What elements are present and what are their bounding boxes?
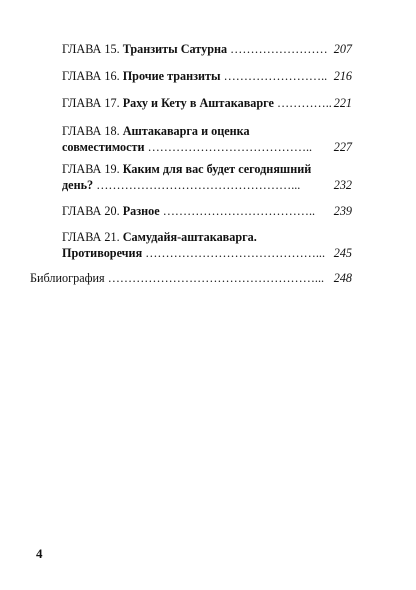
page-ref: 216 [333, 69, 352, 83]
leader-dots: …………………… [227, 42, 328, 56]
toc-entry-chapter-16[interactable] [62, 68, 352, 84]
toc-entry-chapter-15[interactable] [62, 41, 352, 57]
page-ref: 239 [333, 204, 352, 218]
toc-entry-chapter-20[interactable] [62, 203, 352, 219]
page-ref: 232 [333, 178, 352, 192]
toc-entry-chapter-18[interactable] [62, 123, 352, 155]
chapter-prefix: ГЛАВА 20. [62, 204, 120, 218]
chapter-prefix: ГЛАВА 16. [62, 69, 120, 83]
leader-dots: …………………………………………... [93, 178, 301, 192]
leader-dots: ……………………………………………... [104, 271, 325, 285]
bibliography-label: Библиография [30, 271, 105, 285]
chapter-title-continued: совместимости [62, 140, 145, 154]
chapter-title: Прочие транзиты [122, 69, 221, 83]
chapter-prefix: ГЛАВА 19. [62, 162, 120, 176]
chapter-prefix: ГЛАВА 21. [62, 230, 120, 244]
page-ref: 207 [333, 42, 352, 56]
leader-dots: ………………………………….. [144, 140, 313, 154]
toc-entry-bibliography[interactable] [30, 270, 352, 286]
toc-entry-chapter-21[interactable] [62, 229, 352, 261]
chapter-title: Раху и Кету в Аштакаварге [122, 96, 274, 110]
toc-entry-chapter-19[interactable] [62, 161, 352, 193]
chapter-title: Самудайя-аштакаварга. [122, 230, 257, 244]
chapter-title: Разное [122, 204, 160, 218]
chapter-title-continued: день? [62, 178, 94, 192]
chapter-prefix: ГЛАВА 15. [62, 42, 120, 56]
page-number: 4 [36, 546, 43, 561]
chapter-title: Транзиты Сатурна [122, 42, 228, 56]
page-ref: 245 [333, 246, 352, 260]
leader-dots: …………………….. [220, 69, 328, 83]
leader-dots: ……………………………………... [142, 246, 325, 260]
chapter-title: Каким для вас будет сегодняшний [122, 162, 312, 176]
chapter-title: Аштакаварга и оценка [122, 124, 250, 138]
chapter-title-continued: Противоречия [62, 246, 143, 260]
chapter-prefix: ГЛАВА 17. [62, 96, 120, 110]
page-ref: 227 [333, 140, 352, 154]
chapter-prefix: ГЛАВА 18. [62, 124, 120, 138]
leader-dots: ……………………………….. [159, 204, 316, 218]
toc-entry-chapter-17[interactable] [62, 95, 352, 111]
leader-dots: ………….. [273, 96, 332, 110]
page-ref: 248 [333, 271, 352, 285]
page-ref: 221 [333, 96, 352, 110]
